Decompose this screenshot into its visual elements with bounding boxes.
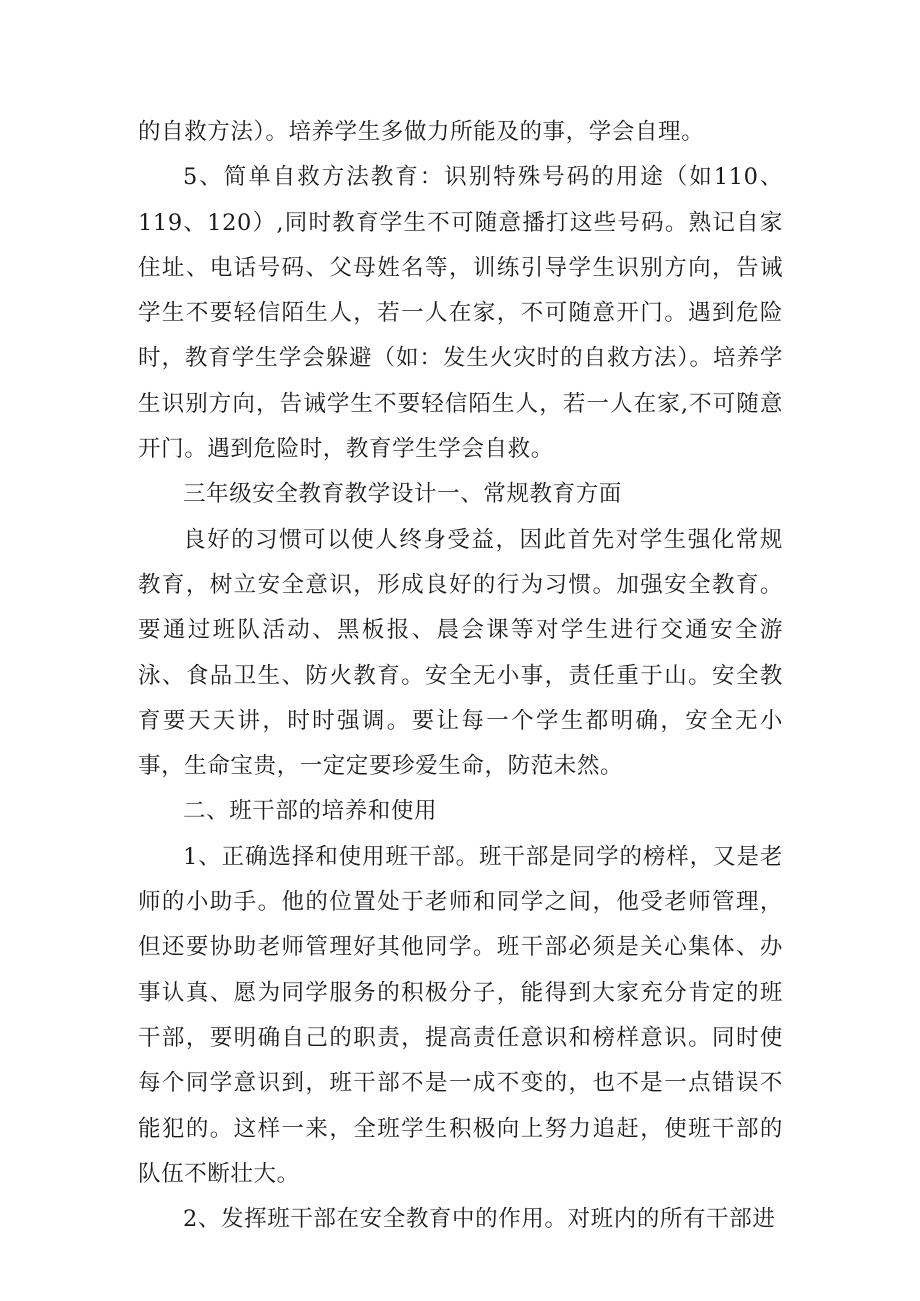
- paragraph-good-habits: 良好的习惯可以使人终身受益，因此首先对学生强化常规教育，树立安全意识，形成良好的行为习惯。加强安全教育。要通过班队活动、黑板报、晨会课等对学生进行交通安全游泳、食品卫生、防火教育。安全无小事，责任重于山。安全教育要天天讲，时时强调。要让每一个学生都明确，安全无小事，生命宝贵，一定定要珍爱生命，防范未然。: [138, 526, 783, 780]
- section-heading-class-cadres: 二、班干部的培养和使用: [183, 798, 438, 825]
- section-heading-routine-education: 三年级安全教育教学设计一、常规教育方面: [183, 481, 622, 508]
- paragraph-continuation: 的自救方法）。培养学生多做力所能及的事，学会自理。: [138, 119, 705, 145]
- document-body: [138, 110, 783, 1242]
- paragraph-cadres-role: 2、发挥班干部在安全教育中的作用。对班内的所有干部进: [183, 1206, 776, 1233]
- paragraph-self-rescue-education: 5、简单自救方法教育：识别特殊号码的用途（如110、119、120）,同时教育学生不可随意播打这些号码。熟记自家住址、电话号码、父母姓名等，训练引导学生识别方向，告诫学生不要轻信陌生人，若一人在家，不可随意开门。遇到危险时，教育学生学会躲避（如：发生火灾时的自救方法）。培养学生识别方向，告诫学生不要轻信陌生人，若一人在家,不可随意开门。遇到危险时，教育学生学会自救。: [138, 164, 783, 463]
- paragraph-select-cadres: 1、正确选择和使用班干部。班干部是同学的榜样，又是老师的小助手。他的位置处于老师和同学之间，他受老师管理，但还要协助老师管理好其他同学。班干部必须是关心集体、办事认真、愿为同学服务的积极分子，能得到大家充分肯定的班干部，要明确自己的职责，提高责任意识和榜样意识。同时使每个同学意识到，班干部不是一成不变的，也不是一点错误不能犯的。这样一来，全班学生积极向上努力追赶，使班干部的队伍不断壮大。: [138, 843, 783, 1187]
